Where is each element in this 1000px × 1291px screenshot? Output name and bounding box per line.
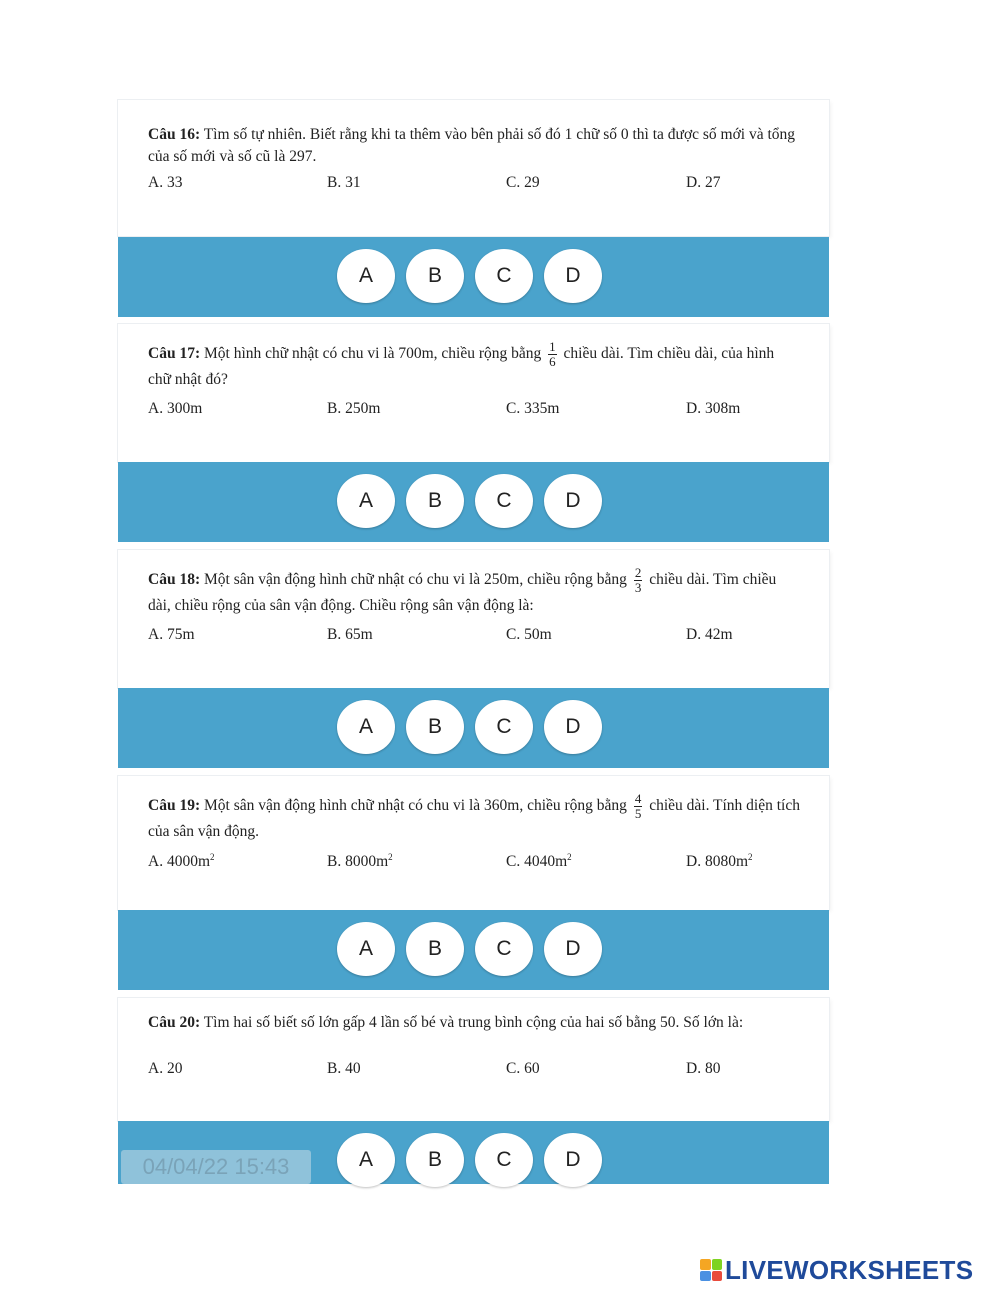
option-a-text: A. 4000m: [148, 853, 210, 871]
answer-button-a[interactable]: A: [337, 249, 395, 303]
answer-button-c[interactable]: C: [475, 700, 533, 754]
question-card-16: [118, 100, 829, 236]
option-d: D. 27: [686, 174, 721, 191]
fraction: [634, 792, 643, 821]
fraction-numerator: 2: [634, 565, 642, 580]
option-b: B. 40: [327, 1060, 361, 1077]
question-card-19: [118, 776, 829, 910]
option-a: A. 33: [148, 174, 183, 191]
question-text: [148, 1012, 801, 1034]
option-a: A. 20: [148, 1060, 183, 1077]
answer-button-a[interactable]: A: [337, 1133, 395, 1187]
option-a: [148, 852, 215, 871]
answer-button-d[interactable]: D: [544, 474, 602, 528]
option-b: [327, 852, 393, 871]
answer-button-b[interactable]: B: [406, 1133, 464, 1187]
question-text: [148, 792, 801, 843]
options-row: [148, 1060, 828, 1082]
question-body: Một sân vận động hình chữ nhật có chu vi là 250m, chiều rộng bằng: [203, 571, 627, 589]
question-body-cont: chiều dài. Tìm chiều dài, của hình chữ nhật đó?: [148, 345, 775, 388]
option-c-text: C. 4040m: [506, 853, 568, 871]
option-b: B. 31: [327, 174, 361, 191]
answer-band-18: [118, 688, 829, 768]
fraction-numerator: 4: [634, 791, 642, 806]
answer-button-a[interactable]: A: [337, 474, 395, 528]
answer-button-b[interactable]: B: [406, 249, 464, 303]
fraction-denominator: 6: [549, 354, 556, 369]
answer-button-d[interactable]: D: [544, 922, 602, 976]
answer-band-17: [118, 462, 829, 542]
question-label: Câu 18:: [148, 571, 201, 589]
answer-button-c[interactable]: C: [475, 249, 533, 303]
option-c: C. 335m: [506, 400, 560, 417]
question-label: Câu 17:: [148, 345, 201, 363]
question-body: Tìm số tự nhiên. Biết rằng khi ta thêm vào bên phải số đó 1 chữ số 0 thì ta được số mới và tổng của số mới và số cũ là 297.: [148, 126, 796, 165]
question-body-cont: chiều dài. Tìm chiều dài, chiều rộng của sân vận động. Chiều rộng sân vận động là:: [148, 571, 777, 614]
question-body: Một hình chữ nhật có chu vi là 700m, chiều rộng bằng: [203, 345, 542, 363]
answer-button-d[interactable]: D: [544, 700, 602, 754]
superscript: 2: [210, 852, 215, 862]
question-card-20: [118, 998, 829, 1121]
superscript: 2: [388, 852, 393, 862]
answer-button-b[interactable]: B: [406, 474, 464, 528]
option-d: D. 80: [686, 1060, 721, 1077]
answer-button-b[interactable]: B: [406, 700, 464, 754]
question-label: Câu 16:: [148, 126, 201, 143]
options-row: [148, 400, 828, 422]
question-label: Câu 19:: [148, 797, 201, 815]
option-b: B. 250m: [327, 400, 381, 417]
question-card-17: [118, 324, 829, 462]
answer-button-d[interactable]: D: [544, 249, 602, 303]
question-body: Một sân vận động hình chữ nhật có chu vi là 360m, chiều rộng bằng: [203, 797, 627, 815]
option-d: [686, 852, 753, 871]
option-d-text: D. 8080m: [686, 853, 748, 871]
option-a: A. 300m: [148, 400, 203, 417]
option-c: C. 50m: [506, 626, 552, 643]
answer-button-a[interactable]: A: [337, 700, 395, 754]
option-b-text: B. 8000m: [327, 853, 389, 871]
answer-button-c[interactable]: C: [475, 922, 533, 976]
question-label: Câu 20:: [148, 1014, 201, 1031]
fraction-numerator: 1: [549, 339, 556, 354]
fraction: [548, 340, 557, 369]
option-d: D. 42m: [686, 626, 733, 643]
option-b: B. 65m: [327, 626, 373, 643]
fraction-denominator: 3: [634, 580, 642, 595]
logo-icon: [700, 1259, 722, 1281]
question-text: [148, 566, 801, 617]
superscript: 2: [567, 852, 572, 862]
answer-button-c[interactable]: C: [475, 1133, 533, 1187]
liveworksheets-logo: [700, 1255, 973, 1285]
answer-button-a[interactable]: A: [337, 922, 395, 976]
option-a: A. 75m: [148, 626, 195, 643]
question-text: [148, 340, 801, 391]
answer-band-16: [118, 237, 829, 317]
answer-button-d[interactable]: D: [544, 1133, 602, 1187]
question-body: Tìm hai số biết số lớn gấp 4 lần số bé và trung bình cộng của hai số bằng 50. Số lớn là:: [203, 1014, 744, 1031]
timestamp-overlay: 04/04/22 15:43: [121, 1150, 311, 1184]
superscript: 2: [748, 852, 753, 862]
options-row: [148, 852, 828, 874]
question-text: [148, 124, 801, 168]
option-d: D. 308m: [686, 400, 741, 417]
fraction: [634, 566, 643, 595]
options-row: [148, 174, 828, 196]
answer-button-c[interactable]: C: [475, 474, 533, 528]
fraction-denominator: 5: [634, 806, 642, 821]
option-c: [506, 852, 572, 871]
option-c: C. 29: [506, 174, 540, 191]
option-c: C. 60: [506, 1060, 540, 1077]
options-row: [148, 626, 828, 648]
question-body-cont: chiều dài. Tính diện tích của sân vận động.: [148, 797, 800, 840]
answer-button-b[interactable]: B: [406, 922, 464, 976]
answer-band-19: [118, 910, 829, 990]
question-card-18: [118, 550, 829, 688]
logo-text: LIVEWORKSHEETS: [725, 1254, 974, 1285]
